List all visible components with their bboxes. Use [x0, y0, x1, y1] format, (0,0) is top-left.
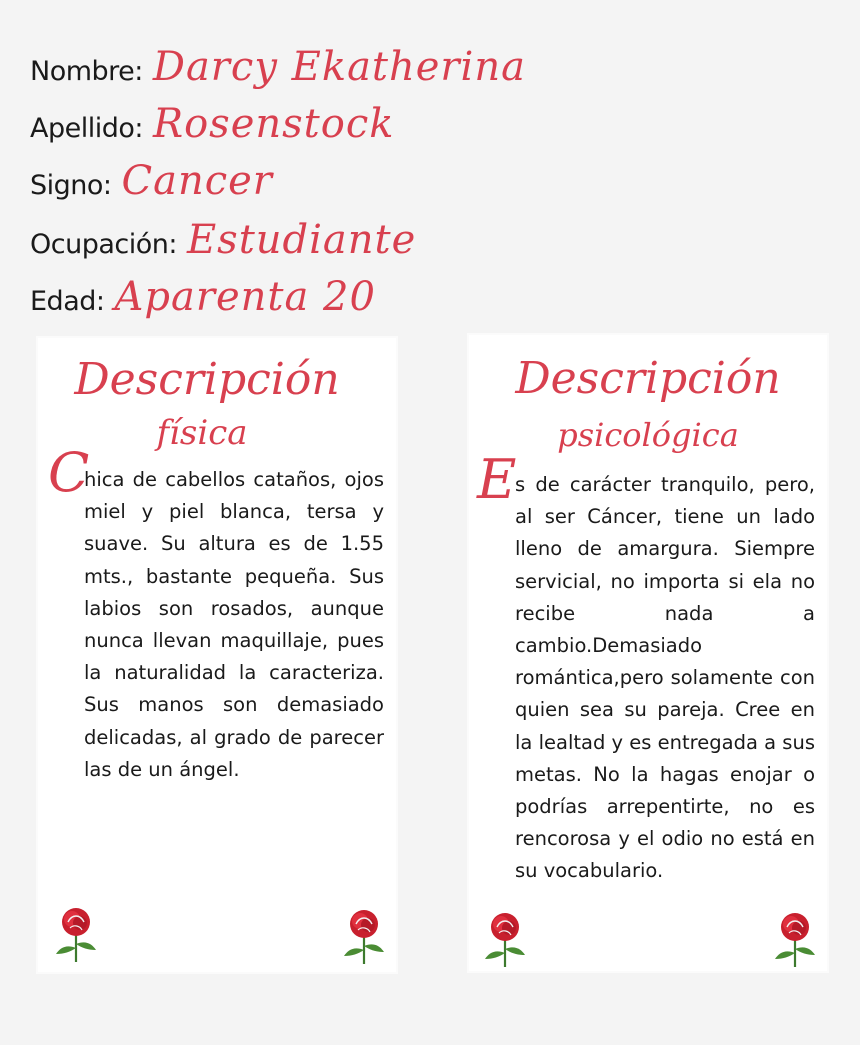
nombre-value: Darcy Ekatherina	[152, 44, 526, 90]
edad-label: Edad:	[30, 286, 105, 317]
physical-description-card	[36, 336, 398, 974]
psychological-description-card	[467, 333, 829, 973]
rose-icon	[52, 904, 100, 964]
apellido-value: Rosenstock	[152, 101, 395, 147]
physical-title-line2: física	[156, 413, 248, 453]
ocupacion-value: Estudiante	[186, 217, 417, 263]
physical-dropcap: C	[48, 441, 90, 504]
signo-label: Signo:	[30, 170, 112, 201]
physical-title-line1: Descripción	[74, 354, 340, 405]
edad-value: Aparenta 20	[114, 274, 376, 320]
rose-icon	[771, 909, 819, 969]
rose-icon	[340, 906, 388, 966]
rose-icon	[481, 909, 529, 969]
psychological-dropcap: E	[477, 448, 517, 511]
physical-description-text: hica de cabellos cataños, ojos miel y piel blanca, tersa y suave. Su altura es de 1.55 mts., bastante pequeña. Sus labios son rosados, aunque nunca llevan maquillaje, pues la naturalidad la caracteriza. Sus manos son demasiado delicadas, al grado de parecer las de un ángel.	[84, 468, 384, 781]
nombre-label: Nombre:	[30, 56, 143, 87]
field-apellido	[30, 101, 394, 147]
apellido-label: Apellido:	[30, 113, 143, 144]
signo-value: Cancer	[121, 158, 273, 204]
field-edad	[30, 274, 376, 320]
psychological-title-line2: psicológica	[557, 416, 739, 454]
psychological-title-line1: Descripción	[515, 353, 781, 404]
field-nombre	[30, 44, 526, 90]
psychological-description-text: s de carácter tranquilo, pero, al ser Cáncer, tiene un lado lleno de amargura. Siempre servicial, no importa si ela no recibe nada a cambio.Demasiado romántica,pero solamente con quien sea su pareja. Cree en la lealtad y es entregada a sus metas. No la hagas enojar o podrías arrepentirte, no es rencorosa y el odio no está en su vocabulario.	[515, 473, 815, 883]
ocupacion-label: Ocupación:	[30, 229, 177, 260]
field-ocupacion	[30, 217, 416, 263]
field-signo	[30, 158, 273, 204]
